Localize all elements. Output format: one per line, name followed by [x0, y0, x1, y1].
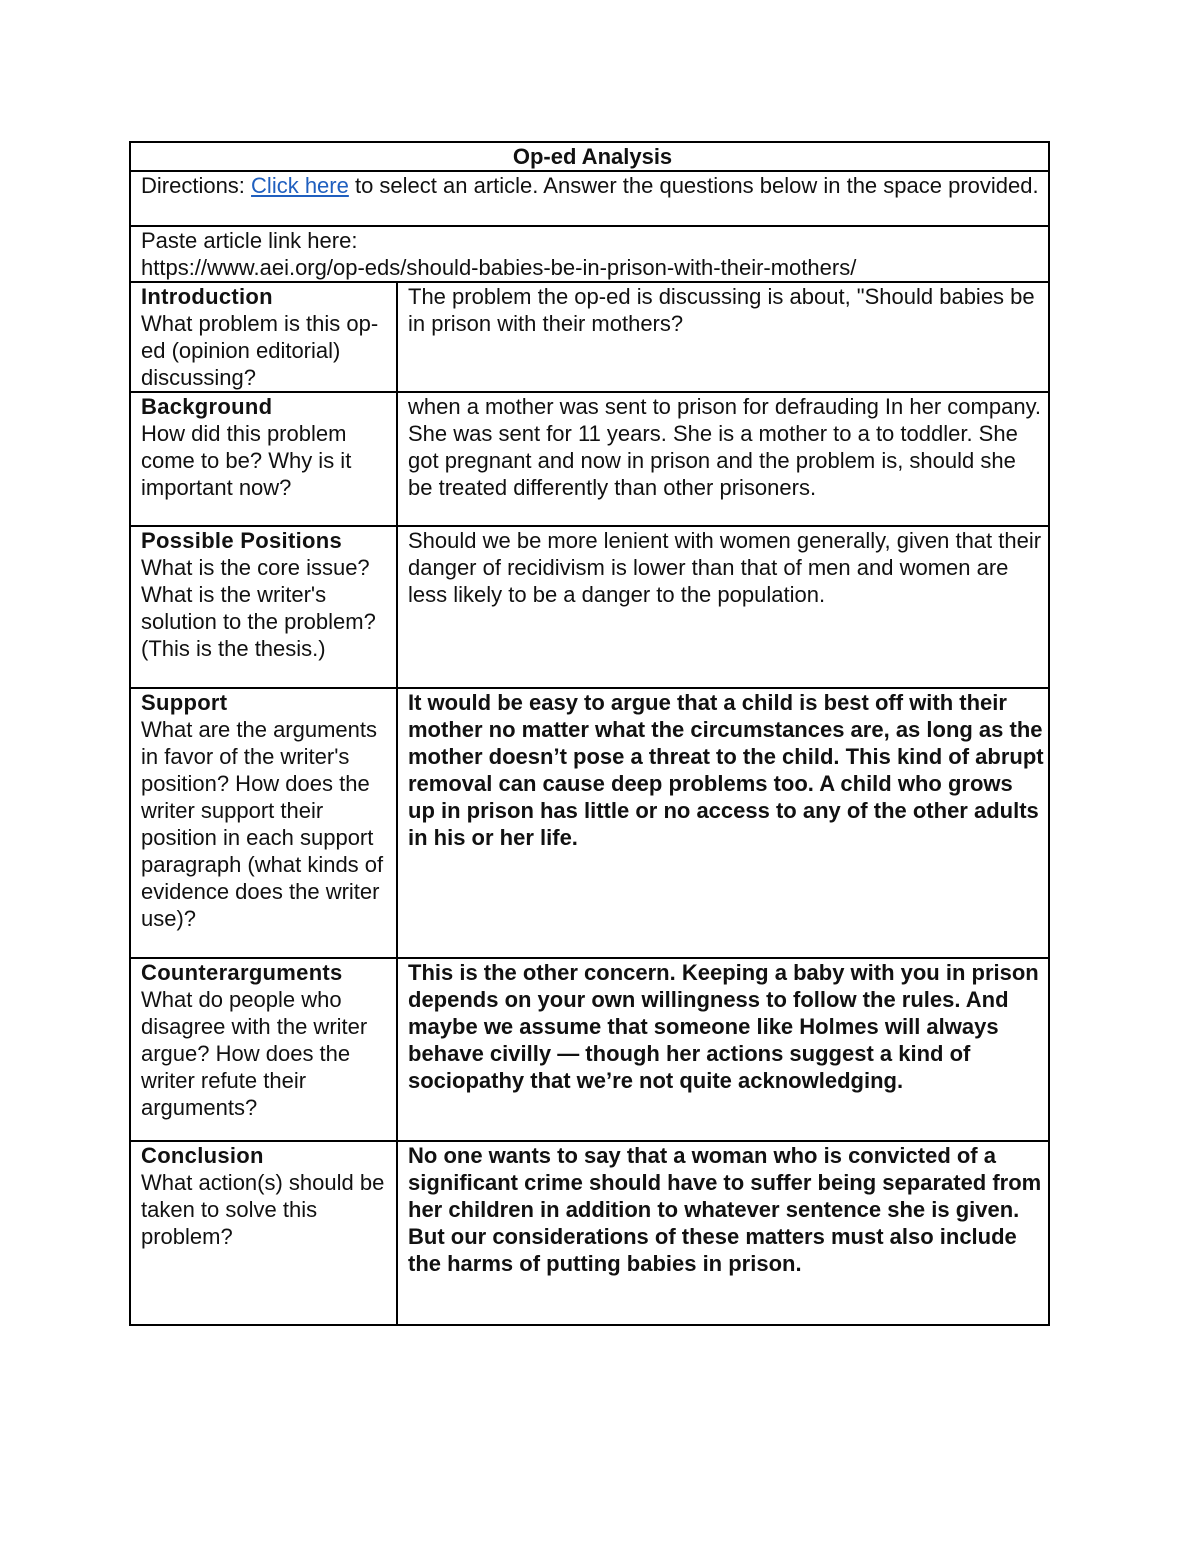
answer-support[interactable]: It would be easy to argue that a child is best off with their mother no matter what the circumstances are, as long as the mother doesn’t pose a threat to the child. This kind of abrupt removal can cause deep problems too. A child who grows up in prison has little or no access to any of the other adults in his or her life. — [397, 688, 1049, 958]
directions-prefix: Directions: — [141, 173, 252, 198]
answer-introduction[interactable]: The problem the op-ed is discussing is about, "Should babies be in prison with their mothers? — [397, 282, 1049, 392]
row-possible-positions — [130, 526, 1049, 688]
click-here-link[interactable]: Click here — [251, 173, 349, 198]
answer-background[interactable]: when a mother was sent to prison for defrauding In her company. She was sent for 11 years. She is a mother to a to toddler. She got pregnant and now in prison and the problem is, should she be treated differently than other prisoners. — [397, 392, 1049, 526]
section-question-background: How did this problem come to be? Why is it important now? — [141, 421, 352, 500]
row-counterarguments — [130, 958, 1049, 1141]
section-label-introduction: Introduction — [141, 284, 273, 309]
answer-conclusion[interactable]: No one wants to say that a woman who is convicted of a significant crime should have to suffer being separated from her children in addition to whatever sentence she is given. But our considerations of these matters must also include the harms of putting babies in prison. — [397, 1141, 1049, 1325]
article-link-cell[interactable] — [130, 226, 1049, 282]
section-question-counterarguments: What do people who disagree with the writer argue? How does the writer refute their arguments? — [141, 987, 368, 1120]
directions-suffix: to select an article. Answer the questions below in the space provided. — [348, 173, 1039, 198]
prompt-cell-introduction — [130, 282, 397, 392]
row-conclusion — [130, 1141, 1049, 1325]
prompt-cell-conclusion — [130, 1141, 397, 1325]
article-link-label: Paste article link here: — [141, 228, 358, 253]
prompt-cell-support — [130, 688, 397, 958]
row-background — [130, 392, 1049, 526]
directions-cell — [130, 171, 1049, 226]
article-link-row — [130, 226, 1049, 282]
directions-row — [130, 171, 1049, 226]
article-link-url: https://www.aei.org/op-eds/should-babies-be-in-prison-with-their-mothers/ — [141, 255, 857, 280]
prompt-cell-counterarguments — [130, 958, 397, 1141]
title-row — [130, 142, 1049, 171]
section-label-background: Background — [141, 394, 273, 419]
answer-counterarguments[interactable]: This is the other concern. Keeping a baby with you in prison depends on your own willingness to follow the rules. And maybe we assume that someone like Holmes will always behave civilly — though her actions suggest a kind of sociopathy that we’re not quite acknowledging. — [397, 958, 1049, 1141]
prompt-cell-possible-positions — [130, 526, 397, 688]
op-ed-analysis-table — [129, 141, 1050, 1326]
row-support — [130, 688, 1049, 958]
answer-possible-positions[interactable]: Should we be more lenient with women generally, given that their danger of recidivism is lower than that of men and women are less likely to be a danger to the population. — [397, 526, 1049, 688]
section-label-possible-positions: Possible Positions — [141, 528, 343, 553]
section-label-counterarguments: Counterarguments — [141, 960, 343, 985]
document-title: Op-ed Analysis — [130, 142, 1049, 171]
section-question-introduction: What problem is this op-ed (opinion editorial) discussing? — [141, 311, 379, 390]
section-question-possible-positions: What is the core issue? What is the writer's solution to the problem? (This is the thesis.) — [141, 555, 376, 661]
section-question-support: What are the arguments in favor of the writer's position? How does the writer support their position in each support paragraph (what kinds of evidence does the writer use)? — [141, 717, 384, 931]
section-question-conclusion: What action(s) should be taken to solve this problem? — [141, 1170, 385, 1249]
row-introduction — [130, 282, 1049, 392]
prompt-cell-background — [130, 392, 397, 526]
section-label-conclusion: Conclusion — [141, 1143, 264, 1168]
section-label-support: Support — [141, 690, 228, 715]
